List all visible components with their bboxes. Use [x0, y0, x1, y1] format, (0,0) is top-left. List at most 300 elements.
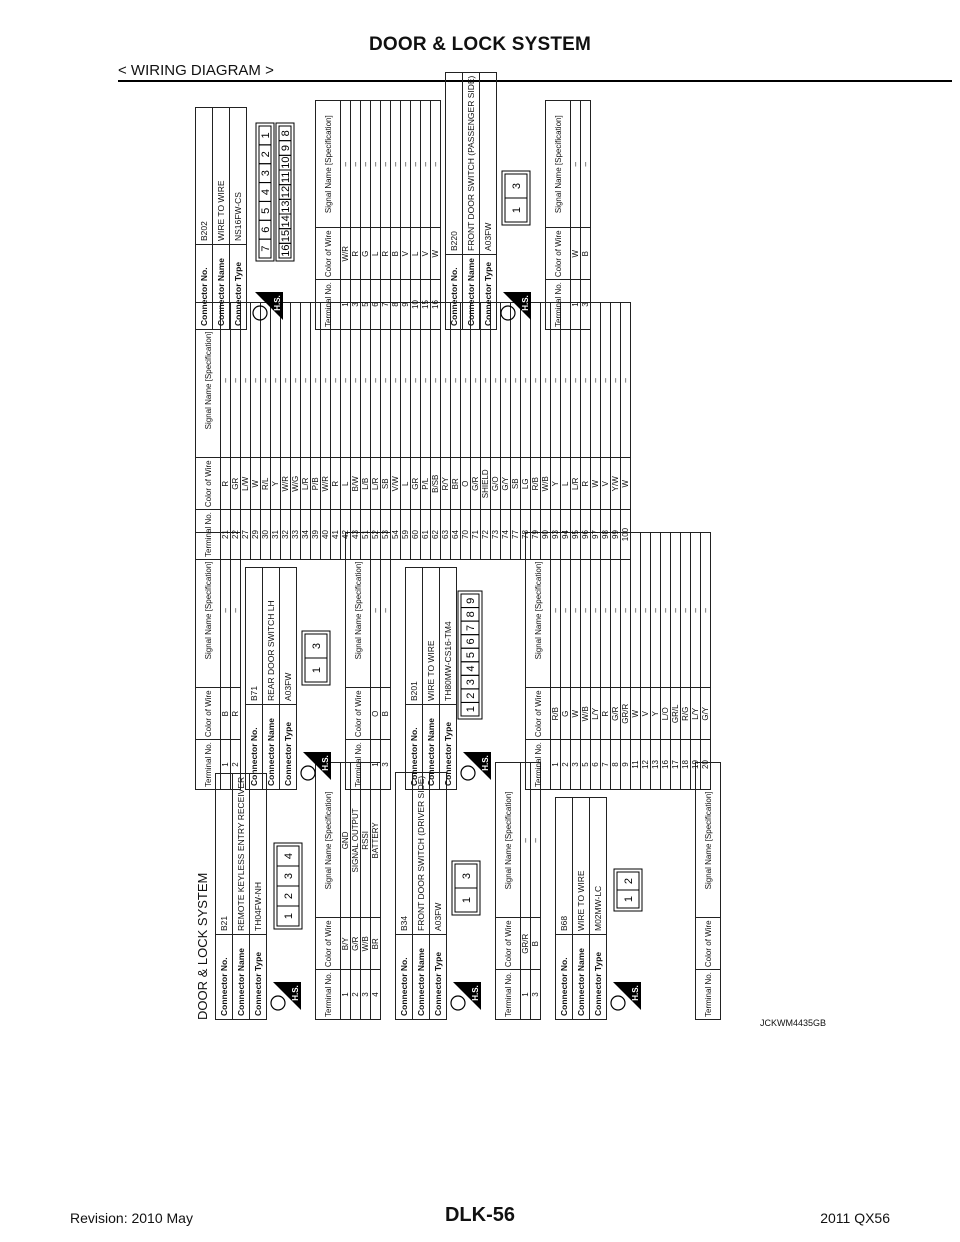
- wire-color: G/R: [611, 688, 621, 740]
- terminal-row: [521, 763, 531, 1020]
- wire-color-header: Color of Wire: [546, 228, 571, 280]
- terminal-row: [351, 763, 361, 1020]
- wire-color: W: [571, 228, 581, 280]
- svg-text:4: 4: [283, 852, 295, 860]
- terminal-row: [601, 303, 611, 560]
- signal-name: –: [521, 303, 531, 458]
- svg-text:2: 2: [623, 877, 635, 885]
- signal-name-header: Signal Name [Specification]: [346, 533, 371, 688]
- svg-text:5: 5: [260, 207, 272, 214]
- connector-no-value: B21: [216, 773, 233, 934]
- terminal-number: 30: [261, 510, 271, 560]
- wire-color: L/R: [571, 458, 581, 510]
- terminal-number: 39: [311, 510, 321, 560]
- connector-name-value: FRONT DOOR SWITCH (PASSENGER SIDE): [463, 72, 480, 254]
- wire-color: W/G: [291, 458, 301, 510]
- wire-color: L/R: [371, 458, 381, 510]
- wire-color: LG: [521, 458, 531, 510]
- connector-no-value: B220: [446, 72, 463, 254]
- svg-text:9: 9: [280, 144, 292, 152]
- signal-name: –: [701, 533, 711, 688]
- signal-name: SIGNAL OUTPUT: [351, 763, 361, 918]
- signal-name: –: [521, 763, 531, 918]
- terminal-table-b34: [495, 762, 541, 1020]
- terminal-row: [331, 303, 341, 560]
- wire-color: L: [561, 458, 571, 510]
- terminal-row: [351, 101, 361, 330]
- svg-text:12: 12: [280, 185, 292, 199]
- connector-type-value: TH80MW-CS16-TM4: [440, 568, 457, 705]
- terminal-table-b68: [695, 762, 721, 1020]
- connector-info-b21: [215, 773, 267, 1020]
- wire-color: B: [381, 688, 391, 740]
- terminal-number: 90: [541, 510, 551, 560]
- connector-type-row: [480, 72, 497, 329]
- terminal-row: [531, 303, 541, 560]
- terminal-number: 40: [321, 510, 331, 560]
- signal-name: –: [231, 303, 241, 458]
- terminal-number: 8: [611, 740, 621, 790]
- terminal-number: 98: [601, 510, 611, 560]
- terminal-row: [231, 533, 241, 790]
- signal-name: –: [391, 101, 401, 228]
- terminal-row: [571, 101, 581, 330]
- connector-name-label: Connector Name: [263, 705, 280, 790]
- connector-info-b202: [195, 107, 247, 330]
- wire-color: W: [431, 228, 441, 280]
- terminal-row: [391, 303, 401, 560]
- terminal-row: [471, 303, 481, 560]
- wire-color: O: [371, 688, 381, 740]
- terminal-row: [371, 303, 381, 560]
- signal-name: –: [681, 533, 691, 688]
- connector-name-value: WIRE TO WIRE: [573, 798, 590, 935]
- terminal-row: [371, 763, 381, 1020]
- svg-text:H.S.: H.S.: [631, 985, 640, 1001]
- wire-color: W: [631, 688, 641, 740]
- wire-color: P/L: [421, 458, 431, 510]
- signal-name: –: [221, 303, 231, 458]
- signal-name: –: [581, 101, 591, 228]
- terminal-number: 93: [551, 510, 561, 560]
- connector-type-label: Connector Type: [590, 935, 607, 1020]
- terminal-row: [491, 303, 501, 560]
- terminal-row: [381, 101, 391, 330]
- wire-color: B: [531, 918, 541, 970]
- terminal-number: 78: [521, 510, 531, 560]
- connector-type-row: [230, 108, 247, 330]
- terminal-number: 17: [671, 740, 681, 790]
- terminal-number: 51: [361, 510, 371, 560]
- wire-color: B: [581, 228, 591, 280]
- wire-color: B/Y: [341, 918, 351, 970]
- signal-name: –: [571, 303, 581, 458]
- connector-type-row: [280, 568, 297, 790]
- terminal-number: 73: [491, 510, 501, 560]
- terminal-number: 2: [231, 740, 241, 790]
- terminal-number: 100: [621, 510, 631, 560]
- terminal-row: [581, 101, 591, 330]
- connector-name-row: [413, 772, 430, 1019]
- signal-name: –: [401, 101, 411, 228]
- terminal-number: 41: [331, 510, 341, 560]
- terminal-row: [591, 303, 601, 560]
- wire-color: GR: [231, 458, 241, 510]
- wire-color: Y: [551, 458, 561, 510]
- wire-color: L/Y: [691, 688, 701, 740]
- svg-text:4: 4: [465, 665, 477, 672]
- terminal-no-header: Terminal No.: [546, 280, 571, 330]
- svg-text:H.S.: H.S.: [521, 295, 530, 311]
- terminal-no-header: Terminal No.: [316, 970, 341, 1020]
- terminal-number: 59: [401, 510, 411, 560]
- connector-name-label: Connector Name: [213, 245, 230, 330]
- terminal-table-b201: [195, 302, 631, 560]
- svg-text:2: 2: [283, 892, 295, 900]
- terminal-row: [251, 303, 261, 560]
- terminal-header-row: [316, 763, 341, 1020]
- terminal-row: [561, 303, 571, 560]
- terminal-number: 32: [281, 510, 291, 560]
- terminal-number: 7: [601, 740, 611, 790]
- signal-name: –: [241, 303, 251, 458]
- signal-name: –: [421, 303, 431, 458]
- terminal-row: [351, 303, 361, 560]
- svg-text:2: 2: [260, 151, 272, 158]
- terminal-number: 1: [341, 280, 351, 330]
- image-code: JCKWM4435GB: [760, 1018, 827, 1028]
- terminal-row: [571, 303, 581, 560]
- connector-type-label: Connector Type: [480, 254, 497, 329]
- wire-color: R/B: [531, 458, 541, 510]
- terminal-row: [371, 533, 381, 790]
- signal-name-header: Signal Name [Specification]: [496, 763, 521, 918]
- svg-text:3: 3: [465, 679, 477, 686]
- connector-info-b220: [445, 72, 497, 330]
- signal-name: –: [491, 303, 501, 458]
- connector-face-b21: [273, 842, 303, 930]
- signal-name: –: [661, 533, 671, 688]
- terminal-number: 29: [251, 510, 261, 560]
- svg-text:2: 2: [465, 692, 477, 699]
- signal-name: –: [401, 303, 411, 458]
- signal-name: –: [611, 303, 621, 458]
- signal-name: –: [611, 533, 621, 688]
- terminal-number: 1: [371, 740, 381, 790]
- terminal-row: [381, 303, 391, 560]
- wire-color: R: [381, 228, 391, 280]
- terminal-number: 42: [341, 510, 351, 560]
- wire-color: W: [251, 458, 261, 510]
- terminal-header-row: [316, 101, 341, 330]
- terminal-row: [561, 533, 571, 790]
- connector-name-value: WIRE TO WIRE: [423, 568, 440, 705]
- signal-name: –: [351, 101, 361, 228]
- signal-name-header: Signal Name [Specification]: [696, 763, 721, 918]
- svg-text:10: 10: [280, 156, 292, 169]
- signal-name: –: [511, 303, 521, 458]
- terminal-row: [591, 533, 601, 790]
- signal-name: –: [651, 533, 661, 688]
- connector-no-row: [196, 108, 213, 330]
- connector-name-row: [263, 568, 280, 790]
- terminal-number: 1: [341, 970, 351, 1020]
- signal-name: –: [591, 303, 601, 458]
- signal-name: –: [351, 303, 361, 458]
- terminal-number: 7: [381, 280, 391, 330]
- connector-name-label: Connector Name: [423, 705, 440, 790]
- svg-text:15: 15: [280, 229, 292, 243]
- terminal-row: [241, 303, 251, 560]
- terminal-number: 1: [551, 740, 561, 790]
- wire-color-header: Color of Wire: [196, 458, 221, 510]
- terminal-row: [261, 303, 271, 560]
- wire-color: Y: [271, 458, 281, 510]
- signal-name: –: [541, 303, 551, 458]
- connector-no-value: B34: [396, 772, 413, 934]
- terminal-row: [341, 763, 351, 1020]
- terminal-no-header: Terminal No.: [196, 510, 221, 560]
- signal-name: –: [561, 533, 571, 688]
- terminal-row: [301, 303, 311, 560]
- terminal-row: [671, 533, 681, 790]
- terminal-number: 43: [351, 510, 361, 560]
- terminal-row: [571, 533, 581, 790]
- signal-name: –: [231, 533, 241, 688]
- wire-color: W: [571, 688, 581, 740]
- connector-no-row: [246, 568, 263, 790]
- wire-color: GR/L: [671, 688, 681, 740]
- terminal-row: [611, 303, 621, 560]
- wire-color: W: [591, 458, 601, 510]
- wire-color: R: [331, 458, 341, 510]
- wire-color-header: Color of Wire: [316, 918, 341, 970]
- connector-face-b202-bottom: [275, 122, 295, 262]
- wire-color: O: [461, 458, 471, 510]
- terminal-table-b202: [315, 100, 441, 330]
- connector-face-b220: [501, 170, 531, 226]
- terminal-row: [401, 303, 411, 560]
- signal-name: –: [271, 303, 281, 458]
- connector-no-value: B201: [406, 568, 423, 705]
- connector-type-value: M02MW-LC: [590, 798, 607, 935]
- svg-text:8: 8: [280, 130, 292, 137]
- signal-name: –: [421, 101, 431, 228]
- wiring-diagram: [195, 75, 735, 1020]
- connector-name-value: REAR DOOR SWITCH LH: [263, 568, 280, 705]
- terminal-number: 3: [381, 740, 391, 790]
- wire-color: SB: [511, 458, 521, 510]
- terminal-number: 16: [431, 280, 441, 330]
- terminal-row: [381, 533, 391, 790]
- connector-face-b68: [613, 868, 643, 912]
- terminal-number: 9: [401, 280, 411, 330]
- wire-color: L: [341, 458, 351, 510]
- wire-color: B/SB: [431, 458, 441, 510]
- wire-color-header: Color of Wire: [696, 918, 721, 970]
- wire-color: L/W: [241, 458, 251, 510]
- signal-name: –: [281, 303, 291, 458]
- connector-type-value: NS16FW-CS: [230, 108, 247, 245]
- signal-name: –: [341, 101, 351, 228]
- connector-no-row: [446, 72, 463, 329]
- wire-color: L/B: [361, 458, 371, 510]
- terminal-number: 72: [481, 510, 491, 560]
- hs-badge-icon: [499, 292, 531, 322]
- page-title: DOOR & LOCK SYSTEM: [368, 34, 592, 55]
- terminal-number: 54: [391, 510, 401, 560]
- connector-name-label: Connector Name: [413, 935, 430, 1020]
- wire-color: B/W: [351, 458, 361, 510]
- terminal-header-row: [546, 101, 571, 330]
- terminal-row: [601, 533, 611, 790]
- terminal-row: [361, 763, 371, 1020]
- svg-text:3: 3: [283, 872, 295, 880]
- terminal-row: [311, 303, 321, 560]
- terminal-header-row: [696, 763, 721, 1020]
- signal-name-header: Signal Name [Specification]: [196, 303, 221, 458]
- terminal-row: [341, 303, 351, 560]
- terminal-number: 77: [511, 510, 521, 560]
- wire-color: G: [361, 228, 371, 280]
- terminal-number: 12: [641, 740, 651, 790]
- section-subtitle: < WIRING DIAGRAM >: [118, 62, 274, 79]
- signal-name: –: [431, 101, 441, 228]
- connector-no-label: Connector No.: [246, 705, 263, 790]
- terminal-row: [581, 303, 591, 560]
- terminal-table-b201: [525, 532, 711, 790]
- wire-color: R/G: [681, 688, 691, 740]
- terminal-row: [361, 303, 371, 560]
- terminal-row: [421, 101, 431, 330]
- terminal-number: 3: [361, 970, 371, 1020]
- wire-color: V: [601, 458, 611, 510]
- terminal-row: [641, 533, 651, 790]
- header-rule: [118, 80, 952, 82]
- terminal-number: 96: [581, 510, 591, 560]
- signal-name: –: [361, 101, 371, 228]
- svg-text:7: 7: [260, 245, 272, 252]
- wire-color: V: [401, 228, 411, 280]
- wire-color: G/Y: [701, 688, 711, 740]
- terminal-row: [431, 303, 441, 560]
- svg-text:8: 8: [465, 611, 477, 618]
- svg-text:1: 1: [311, 666, 323, 674]
- connector-type-label: Connector Type: [440, 705, 457, 790]
- wire-color: G/R: [351, 918, 361, 970]
- signal-name: –: [371, 101, 381, 228]
- footer-page-number: DLK-56: [444, 1204, 515, 1226]
- wire-color: B: [221, 688, 231, 740]
- wire-color: R: [601, 688, 611, 740]
- wire-color: V/W: [391, 458, 401, 510]
- svg-text:3: 3: [461, 872, 473, 880]
- terminal-number: 15: [421, 280, 431, 330]
- terminal-row: [511, 303, 521, 560]
- terminal-row: [401, 101, 411, 330]
- connector-no-value: B202: [196, 108, 213, 245]
- connector-no-label: Connector No.: [406, 705, 423, 790]
- wire-color: W/B: [581, 688, 591, 740]
- wire-color-header: Color of Wire: [496, 918, 521, 970]
- wire-color-header: Color of Wire: [346, 688, 371, 740]
- terminal-row: [431, 101, 441, 330]
- terminal-row: [681, 533, 691, 790]
- terminal-number: 6: [591, 740, 601, 790]
- terminal-number: 16: [661, 740, 671, 790]
- signal-name: –: [381, 101, 391, 228]
- wire-color: R/B: [551, 688, 561, 740]
- signal-name: –: [581, 533, 591, 688]
- terminal-number: 74: [501, 510, 511, 560]
- svg-text:1: 1: [623, 895, 635, 903]
- signal-name: –: [641, 533, 651, 688]
- terminal-row: [441, 303, 451, 560]
- terminal-number: 1: [521, 970, 531, 1020]
- wire-color: G: [561, 688, 571, 740]
- terminal-table-b68: [195, 532, 241, 790]
- connector-name-label: Connector Name: [573, 935, 590, 1020]
- svg-text:H.S.: H.S.: [321, 755, 330, 771]
- signal-name: –: [531, 763, 541, 918]
- connector-type-row: [440, 568, 457, 790]
- signal-name: –: [481, 303, 491, 458]
- terminal-number: 3: [351, 280, 361, 330]
- connector-type-value: TH04FW-NH: [250, 773, 267, 934]
- terminal-header-row: [496, 763, 521, 1020]
- hs-badge-icon: [609, 982, 641, 1012]
- svg-text:1: 1: [260, 132, 272, 139]
- terminal-number: 62: [431, 510, 441, 560]
- signal-name: –: [551, 533, 561, 688]
- signal-name: –: [591, 533, 601, 688]
- connector-no-row: [556, 798, 573, 1020]
- terminal-number: 27: [241, 510, 251, 560]
- svg-text:5: 5: [465, 651, 477, 659]
- signal-name: –: [571, 533, 581, 688]
- terminal-number: 8: [391, 280, 401, 330]
- wire-color: V: [421, 228, 431, 280]
- terminal-no-header: Terminal No.: [316, 280, 341, 330]
- svg-text:H.S.: H.S.: [291, 985, 300, 1001]
- terminal-table-b71: [345, 532, 391, 790]
- terminal-row: [531, 763, 541, 1020]
- terminal-row: [661, 533, 671, 790]
- wire-color: GR: [411, 458, 421, 510]
- svg-text:7: 7: [465, 624, 477, 631]
- connector-type-value: A03FW: [280, 568, 297, 705]
- signal-name: –: [671, 533, 681, 688]
- wire-color: L: [411, 228, 421, 280]
- terminal-row: [221, 303, 231, 560]
- terminal-row: [421, 303, 431, 560]
- connector-no-row: [406, 568, 423, 790]
- terminal-number: 70: [461, 510, 471, 560]
- signal-name: –: [321, 303, 331, 458]
- connector-name-label: Connector Name: [463, 254, 480, 329]
- connector-no-label: Connector No.: [396, 935, 413, 1020]
- terminal-number: 4: [371, 970, 381, 1020]
- signal-name: –: [531, 303, 541, 458]
- wire-color: R/L: [261, 458, 271, 510]
- signal-name: –: [251, 303, 261, 458]
- wire-color: R: [221, 458, 231, 510]
- terminal-number: 34: [301, 510, 311, 560]
- terminal-number: 22: [231, 510, 241, 560]
- wire-color: R: [351, 228, 361, 280]
- hs-badge-icon: [299, 752, 331, 782]
- terminal-row: [281, 303, 291, 560]
